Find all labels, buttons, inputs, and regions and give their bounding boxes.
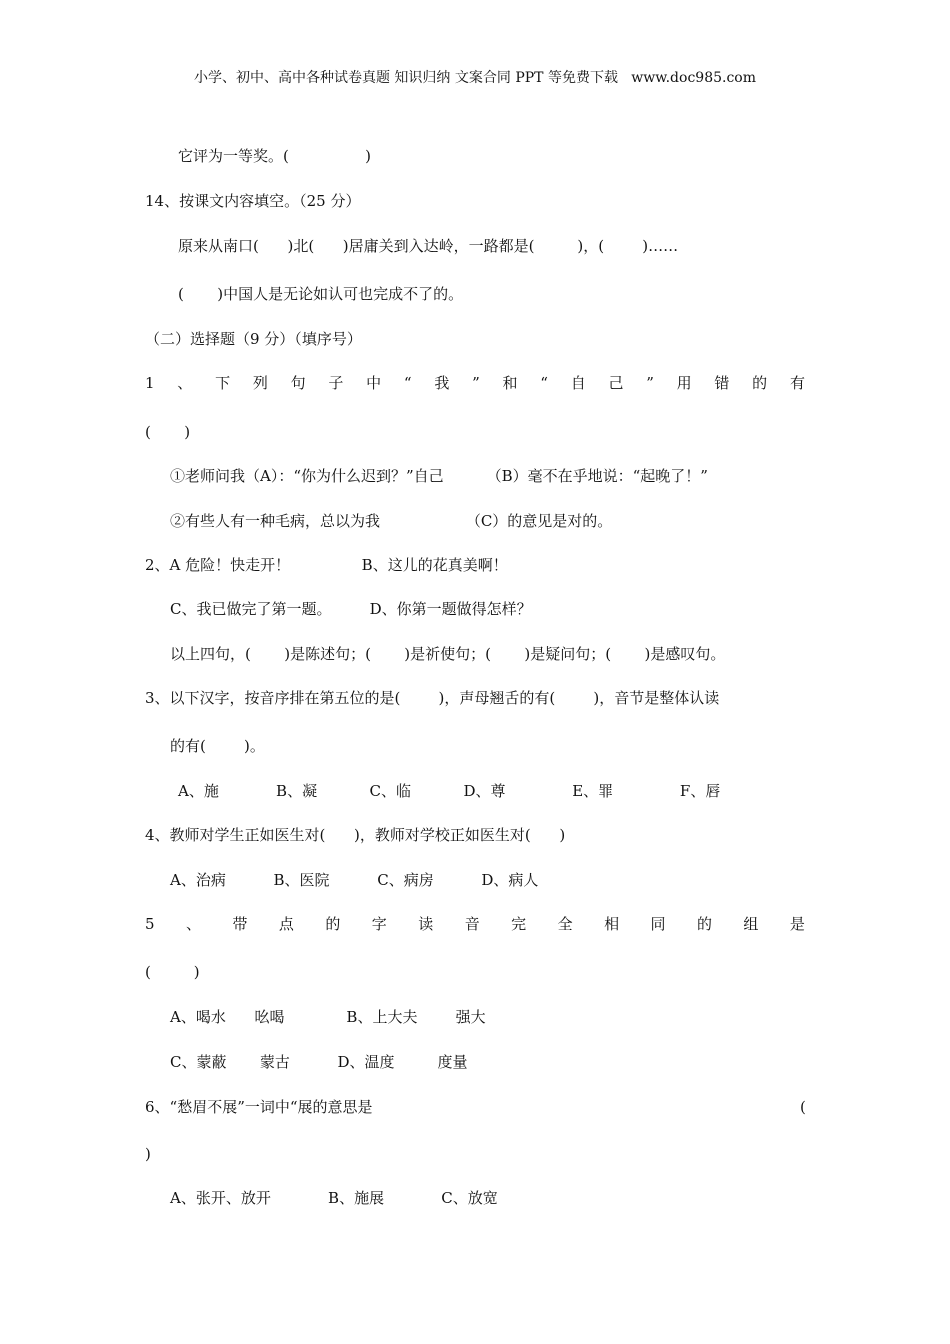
question-1-char: 自	[570, 374, 586, 392]
question-5-answer-blank: ( )	[145, 963, 200, 981]
question-5-char: 读	[418, 915, 434, 933]
question-5-char: 相	[604, 915, 620, 933]
question-2-options-cd: C、我已做完了第一题。 D、你第一题做得怎样？	[170, 600, 532, 618]
question-1-char: 、	[177, 374, 193, 392]
question-1-char: 的	[752, 374, 768, 392]
question-5-char: 是	[789, 915, 805, 933]
question-14-line-2: ( )中国人是无论如认可也完成不了的。	[178, 285, 464, 303]
question-5-char: 的	[696, 915, 712, 933]
question-1-char: 列	[252, 374, 268, 392]
question-5-char: 组	[743, 915, 759, 933]
question-5-char: 带	[232, 915, 248, 933]
question-1-char: “	[540, 374, 548, 392]
question-5-char: 点	[278, 915, 294, 933]
question-5-char: 的	[325, 915, 341, 933]
question-6-paren-close: )	[145, 1145, 151, 1163]
question-3-stem: 3、以下汉字，按音序排在第五位的是( )，声母翘舌的有( )，音节是整体认读	[145, 689, 720, 707]
question-5-char: 、	[185, 915, 201, 933]
question-2-options-ab: 2、A 危险！快走开！ B、这儿的花真美啊！	[145, 556, 508, 574]
question-1-char: 错	[714, 374, 730, 392]
question-5-options-ab: A、喝水 吆喝 B、上大夫 强大	[170, 1008, 486, 1026]
question-1-char: “	[403, 374, 412, 392]
question-1-char: 中	[366, 374, 382, 392]
question-5-char: 字	[371, 915, 387, 933]
question-13-tail: 它评为一等奖。( )	[178, 147, 371, 165]
question-1-char: ”	[472, 374, 480, 392]
page-header: 小学、初中、高中各种试卷真题 知识归纳 文案合同 PPT 等免费下载 www.doc985.com	[193, 70, 756, 86]
section-2-title: （二）选择题（9 分）（填序号）	[145, 330, 362, 348]
question-14-title: 14、按课文内容填空。（25 分）	[145, 192, 361, 210]
question-1-char: 句	[290, 374, 306, 392]
question-4-options: A、治病 B、医院 C、病房 D、病人	[170, 871, 539, 889]
question-1-char: 1	[145, 374, 155, 392]
question-14-line-1: 原来从南口( )北( )居庸关到入达岭，一路都是( )，( )……	[178, 237, 679, 255]
question-1-char: 用	[676, 374, 692, 392]
question-5-stem	[145, 914, 805, 934]
question-6-options: A、张开、放开 B、施展 C、放宽	[170, 1189, 498, 1207]
question-1-char: 我	[434, 374, 450, 392]
question-5-char: 完	[511, 915, 527, 933]
question-2-stem: 以上四句，( )是陈述句；( )是祈使句；( )是疑问句；( )是感叹句。	[170, 645, 726, 663]
question-3-options: A、施 B、凝 C、临 D、尊 E、罪 F、唇	[178, 782, 721, 800]
question-1-char: 和	[502, 374, 518, 392]
question-5-char: 全	[557, 915, 573, 933]
question-1-char: 己	[608, 374, 624, 392]
question-5-char: 5	[145, 915, 155, 933]
question-1-answer-blank: ( )	[145, 423, 191, 441]
question-4-stem: 4、教师对学生正如医生对( )，教师对学校正如医生对( )	[145, 826, 566, 844]
question-3-stem-cont: 的有( )。	[170, 737, 265, 755]
question-5-char: 同	[650, 915, 666, 933]
question-6-paren-open: (	[800, 1098, 806, 1116]
question-1-char: 子	[328, 374, 344, 392]
question-1-char: ”	[646, 374, 654, 392]
question-1-sentence-2: ②有些人有一种毛病，总以为我 （C）的意见是对的。	[170, 512, 613, 530]
question-6-stem: 6、“愁眉不展”一词中“展的意思是	[145, 1098, 373, 1116]
question-1-char: 有	[789, 374, 805, 392]
question-1-char: 下	[215, 374, 231, 392]
question-1-sentence-1: ①老师问我（A）：“你为什么迟到？”自己 （B）毫不在乎地说：“起晚了！”	[170, 467, 708, 485]
question-5-options-cd: C、蒙蔽 蒙古 D、温度 度量	[170, 1053, 468, 1071]
question-1-stem	[145, 373, 805, 393]
question-5-char: 音	[464, 915, 480, 933]
